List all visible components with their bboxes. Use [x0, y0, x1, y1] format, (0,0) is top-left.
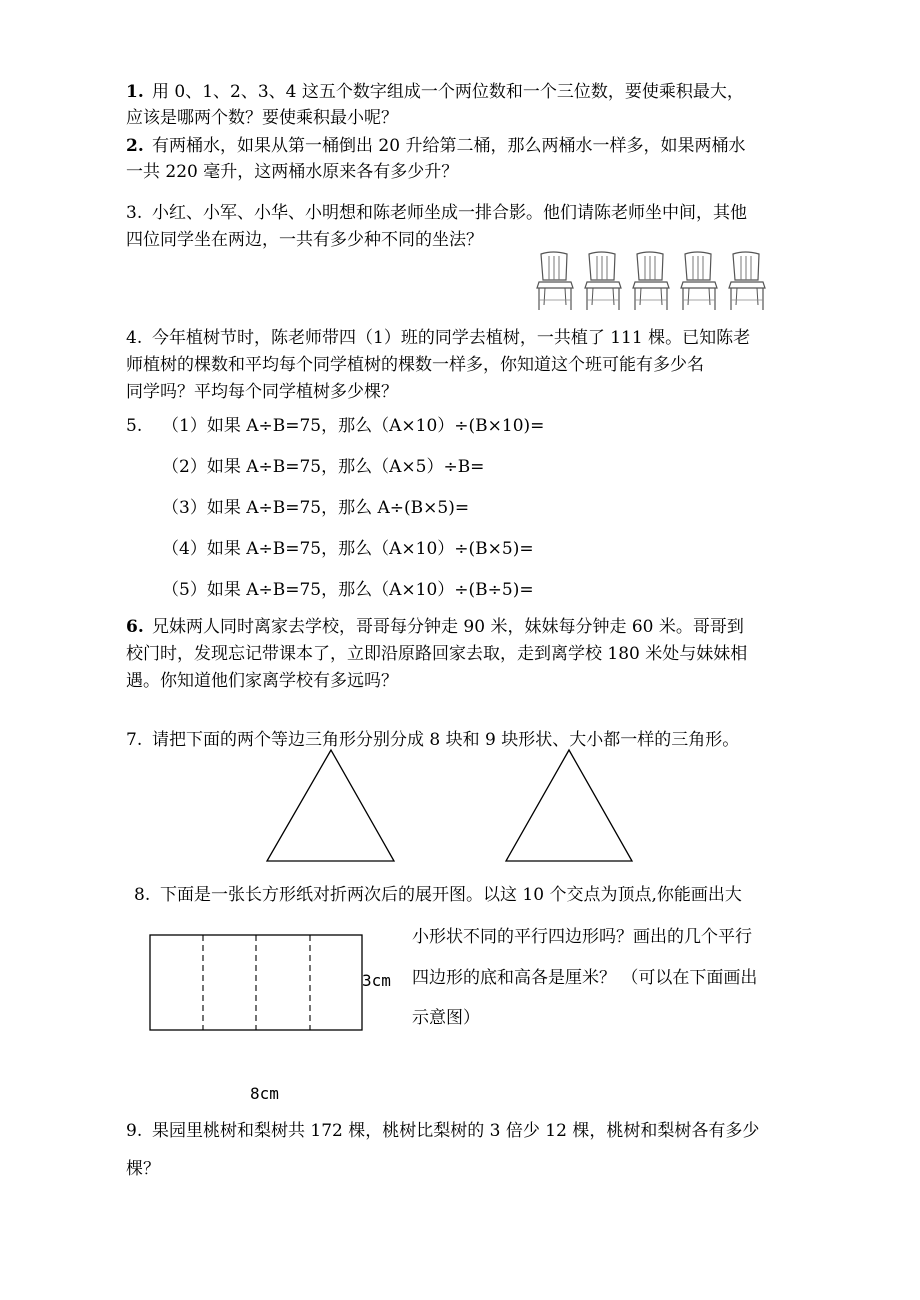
q8-number: 8. — [134, 885, 151, 905]
q5-item-3: （3）如果 A÷B=75，那么 A÷(B×5)= — [162, 498, 470, 518]
q5-item-1: （1）如果 A÷B=75，那么（A×10）÷(B×10)= — [162, 416, 545, 436]
chairs-illustration — [535, 250, 775, 312]
q4-text-1: 今年植树节时，陈老师带四（1）班的同学去植树，一共植了 111 棵。已知陈老 — [152, 328, 751, 348]
q5-item-4: （4）如果 A÷B=75，那么（A×10）÷(B×5)= — [162, 539, 534, 559]
q2-line1 — [126, 134, 745, 158]
q9-line1 — [126, 1119, 759, 1143]
q1-text-1: 用 0、1、2、3、4 这五个数字组成一个两位数和一个三位数，要使乘积最大， — [152, 82, 744, 102]
q3-line1 — [126, 201, 747, 225]
q4-line2: 师植树的棵数和平均每个同学植树的棵数一样多，你知道这个班可能有多少名 — [126, 355, 704, 375]
q4-line1 — [126, 326, 750, 350]
q6-line2: 校门时，发现忘记带课本了，立即沿原路回家去取，走到离学校 180 米处与妹妹相 — [126, 644, 748, 664]
q8-line2: 小形状不同的平行四边形吗？画出的几个平行 — [412, 927, 752, 947]
equilateral-triangle-right — [506, 750, 632, 861]
q5-item-5: （5）如果 A÷B=75，那么（A×10）÷(B÷5)= — [162, 580, 534, 600]
q4-line3: 同学吗？平均每个同学植树多少棵？ — [126, 382, 398, 402]
q8-line3: 四边形的底和高各是厘米？ （可以在下面画出 — [412, 968, 758, 988]
q6-line3: 遇。你知道他们家离学校有多远吗？ — [126, 671, 398, 691]
q5-number: 5. — [126, 416, 143, 436]
q7-number: 7. — [126, 730, 143, 750]
q9-line2: 棵？ — [126, 1159, 160, 1179]
q8-line4: 示意图） — [412, 1008, 480, 1028]
equilateral-triangle-left — [267, 750, 394, 861]
chair-icon — [585, 252, 621, 310]
q5-item-2: （2）如果 A÷B=75，那么（A×5）÷B= — [162, 457, 485, 477]
q4-number: 4. — [126, 328, 143, 348]
q1-number: 1. — [126, 82, 144, 102]
folded-paper-rectangle — [148, 933, 368, 1033]
chair-icon — [633, 252, 669, 310]
q8-line1 — [134, 883, 742, 907]
q3-line2: 四位同学坐在两边，一共有多少种不同的坐法？ — [126, 230, 483, 250]
chair-icon — [729, 252, 765, 310]
q2-number: 2. — [126, 136, 144, 156]
q7-text-1: 请把下面的两个等边三角形分别分成 8 块和 9 块形状、大小都一样的三角形。 — [152, 730, 740, 750]
q9-number: 9. — [126, 1121, 143, 1141]
q8-text-1: 下面是一张长方形纸对折两次后的展开图。以这 10 个交点为顶点,你能画出大 — [160, 885, 742, 905]
q1-line2: 应该是哪两个数？要使乘积最小呢？ — [126, 108, 398, 128]
q6-text-1: 兄妹两人同时离家去学校，哥哥每分钟走 90 米，妹妹每分钟走 60 米。哥哥到 — [152, 617, 744, 637]
triangles-figure — [262, 746, 662, 866]
q2-line2: 一共 220 毫升，这两桶水原来各有多少升？ — [126, 162, 459, 182]
width-label: 8cm — [250, 1084, 279, 1103]
q2-text-1: 有两桶水，如果从第一桶倒出 20 升给第二桶，那么两桶水一样多，如果两桶水 — [152, 136, 746, 156]
q1-line1 — [126, 80, 744, 104]
height-label: 3cm — [362, 971, 391, 990]
chair-icon — [681, 252, 717, 310]
q9-text-1: 果园里桃树和梨树共 172 棵，桃树比梨树的 3 倍少 12 棵，桃树和梨树各有多少 — [152, 1121, 760, 1141]
q6-line1 — [126, 615, 744, 639]
q3-number: 3. — [126, 203, 143, 223]
q3-text-1: 小红、小军、小华、小明想和陈老师坐成一排合影。他们请陈老师坐中间，其他 — [152, 203, 747, 223]
chair-icon — [537, 252, 573, 310]
q6-number: 6. — [126, 617, 144, 637]
